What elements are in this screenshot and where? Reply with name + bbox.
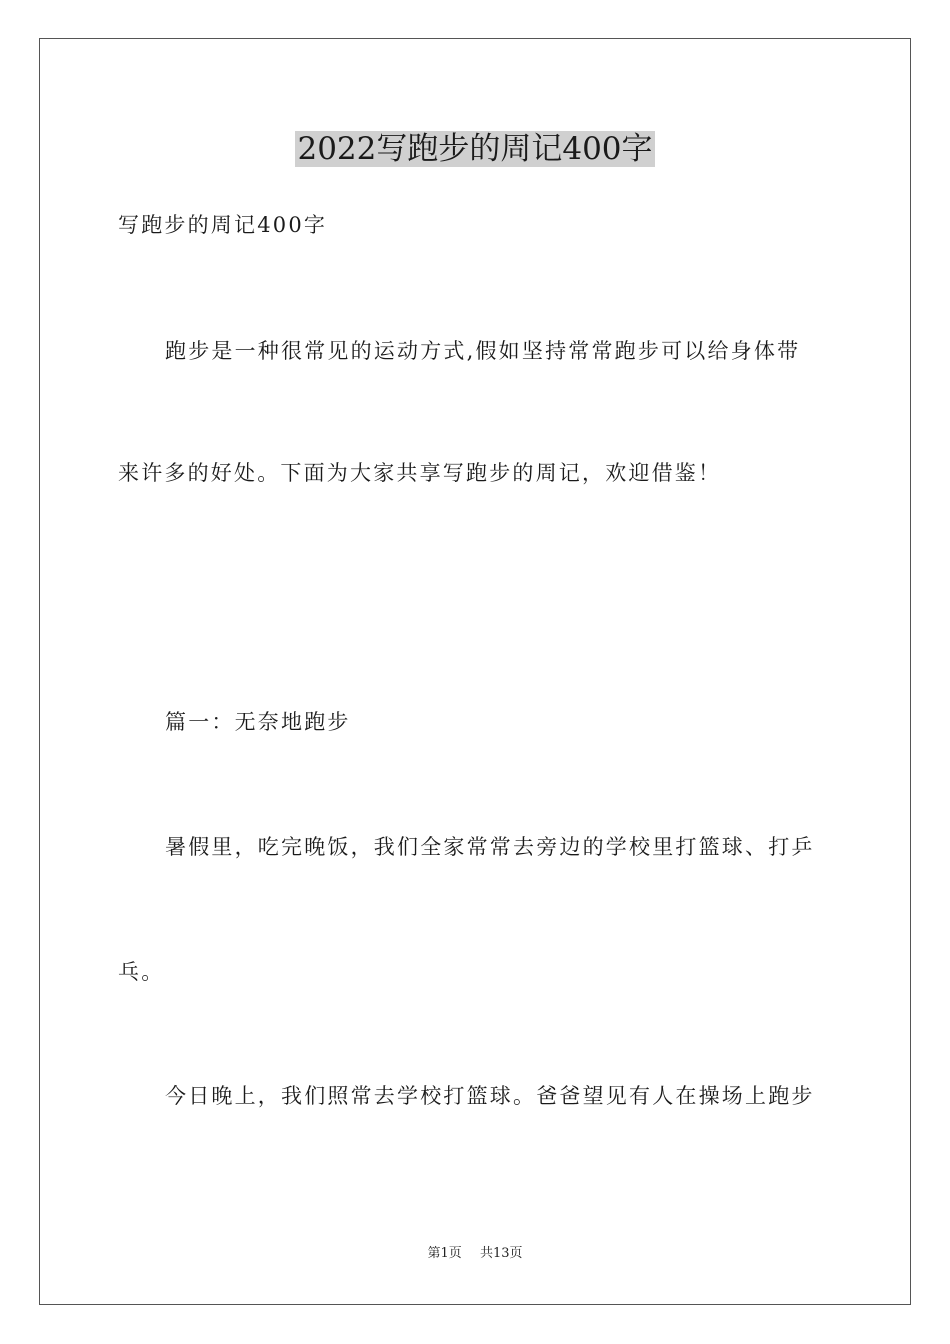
section-heading: 篇一：无奈地跑步 — [165, 710, 351, 734]
paragraph-line: 来许多的好处。下面为大家共享写跑步的周记，欢迎借鉴！ — [118, 461, 722, 485]
paragraph-line: 跑步是一种很常见的运动方式,假如坚持常常跑步可以给身体带 — [165, 339, 801, 363]
page-total: 共13页 — [479, 1246, 523, 1261]
page-footer — [0, 1245, 950, 1263]
paragraph-line: 今日晚上，我们照常去学校打篮球。爸爸望见有人在操场上跑步 — [165, 1084, 815, 1108]
paragraph-line: 暑假里，吃完晚饭，我们全家常常去旁边的学校里打篮球、打乒 — [165, 835, 815, 859]
document-subtitle: 写跑步的周记400字 — [118, 213, 328, 237]
document-title — [0, 126, 950, 172]
page-number: 第1页 — [427, 1246, 462, 1261]
document-title-text: 2022写跑步的周记400字 — [297, 131, 653, 167]
paragraph-line: 乓。 — [118, 960, 165, 984]
